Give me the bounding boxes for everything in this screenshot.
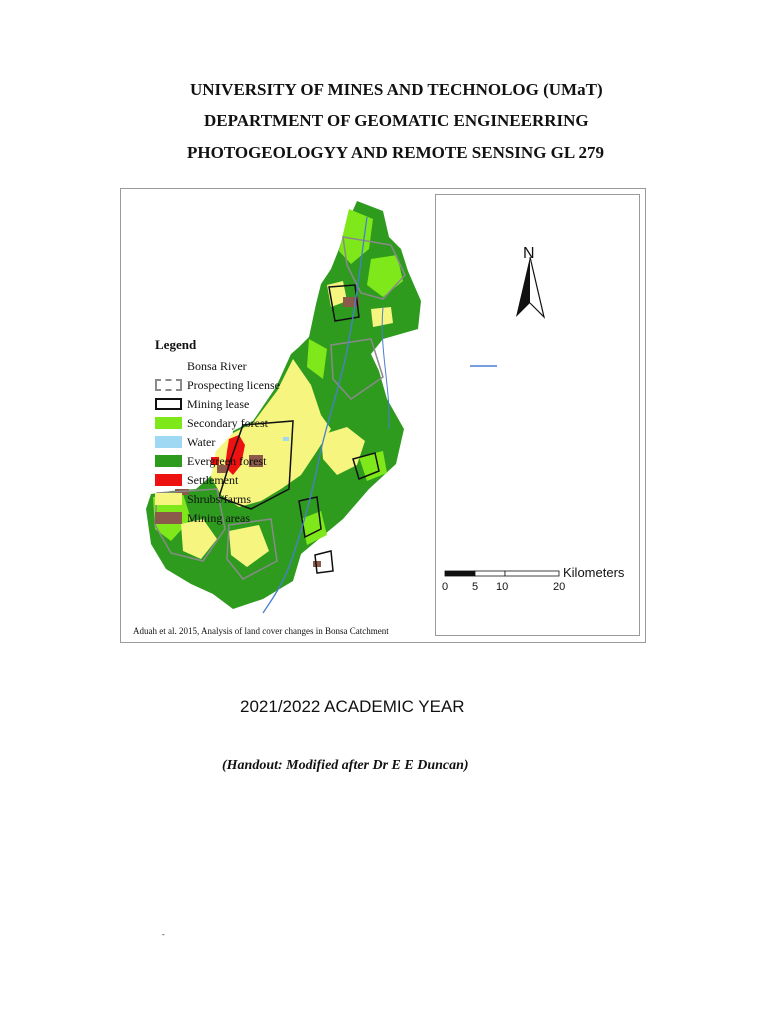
footer-mark: - xyxy=(162,930,165,939)
academic-year: 2021/2022 ACADEMIC YEAR xyxy=(240,697,465,716)
map-citation: Aduah et al. 2015, Analysis of land cover changes in Bonsa Catchment xyxy=(133,626,389,636)
mining-lease-swatch xyxy=(155,398,182,410)
water-body xyxy=(283,437,289,441)
scale-tick-label: 20 xyxy=(553,581,566,593)
course-title: PHOTOGEOLOGYY AND REMOTE SENSING GL 279 xyxy=(187,143,605,162)
department-title: DEPARTMENT OF GEOMATIC ENGINEERRING xyxy=(204,111,589,130)
shrubs-farms-swatch xyxy=(155,493,182,505)
secondary-forest-swatch xyxy=(155,417,182,429)
land-cover-map-figure xyxy=(120,188,646,643)
scale-unit-label: Kilometers xyxy=(563,565,625,580)
evergreen-forest-swatch xyxy=(155,455,182,467)
scale-tick-label: 10 xyxy=(496,581,509,593)
legend-item-mining-areas: Mining areas xyxy=(155,510,250,526)
prospecting-license-swatch xyxy=(155,379,182,391)
water-swatch xyxy=(155,436,182,448)
north-label: N xyxy=(523,245,535,262)
scale-tick-label: 5 xyxy=(472,581,479,593)
legend-item-secondary-forest: Secondary forest xyxy=(155,415,268,431)
settlement-swatch xyxy=(155,474,182,486)
legend-item-bonsa-river: Bonsa River xyxy=(155,358,247,374)
legend-item-shrubs-farms: Shrubs/farms xyxy=(155,491,251,507)
mining-areas-swatch xyxy=(155,512,182,524)
handout-note: (Handout: Modified after Dr E E Duncan) xyxy=(222,758,469,773)
legend-item-settlement: Settlement xyxy=(155,472,238,488)
legend-item-mining-lease: Mining lease xyxy=(155,396,249,412)
legend-item-prospecting-license: Prospecting license xyxy=(155,377,280,393)
mining-area xyxy=(313,561,321,567)
university-title: UNIVERSITY OF MINES AND TECHNOLOG (UMaT) xyxy=(190,80,603,99)
legend-title: Legend xyxy=(155,337,197,352)
river-line-icon xyxy=(155,360,182,372)
scale-tick-label: 0 xyxy=(442,581,449,593)
legend-item-evergreen-forest: Evergreen forest xyxy=(155,453,266,469)
legend-item-water: Water xyxy=(155,434,215,450)
